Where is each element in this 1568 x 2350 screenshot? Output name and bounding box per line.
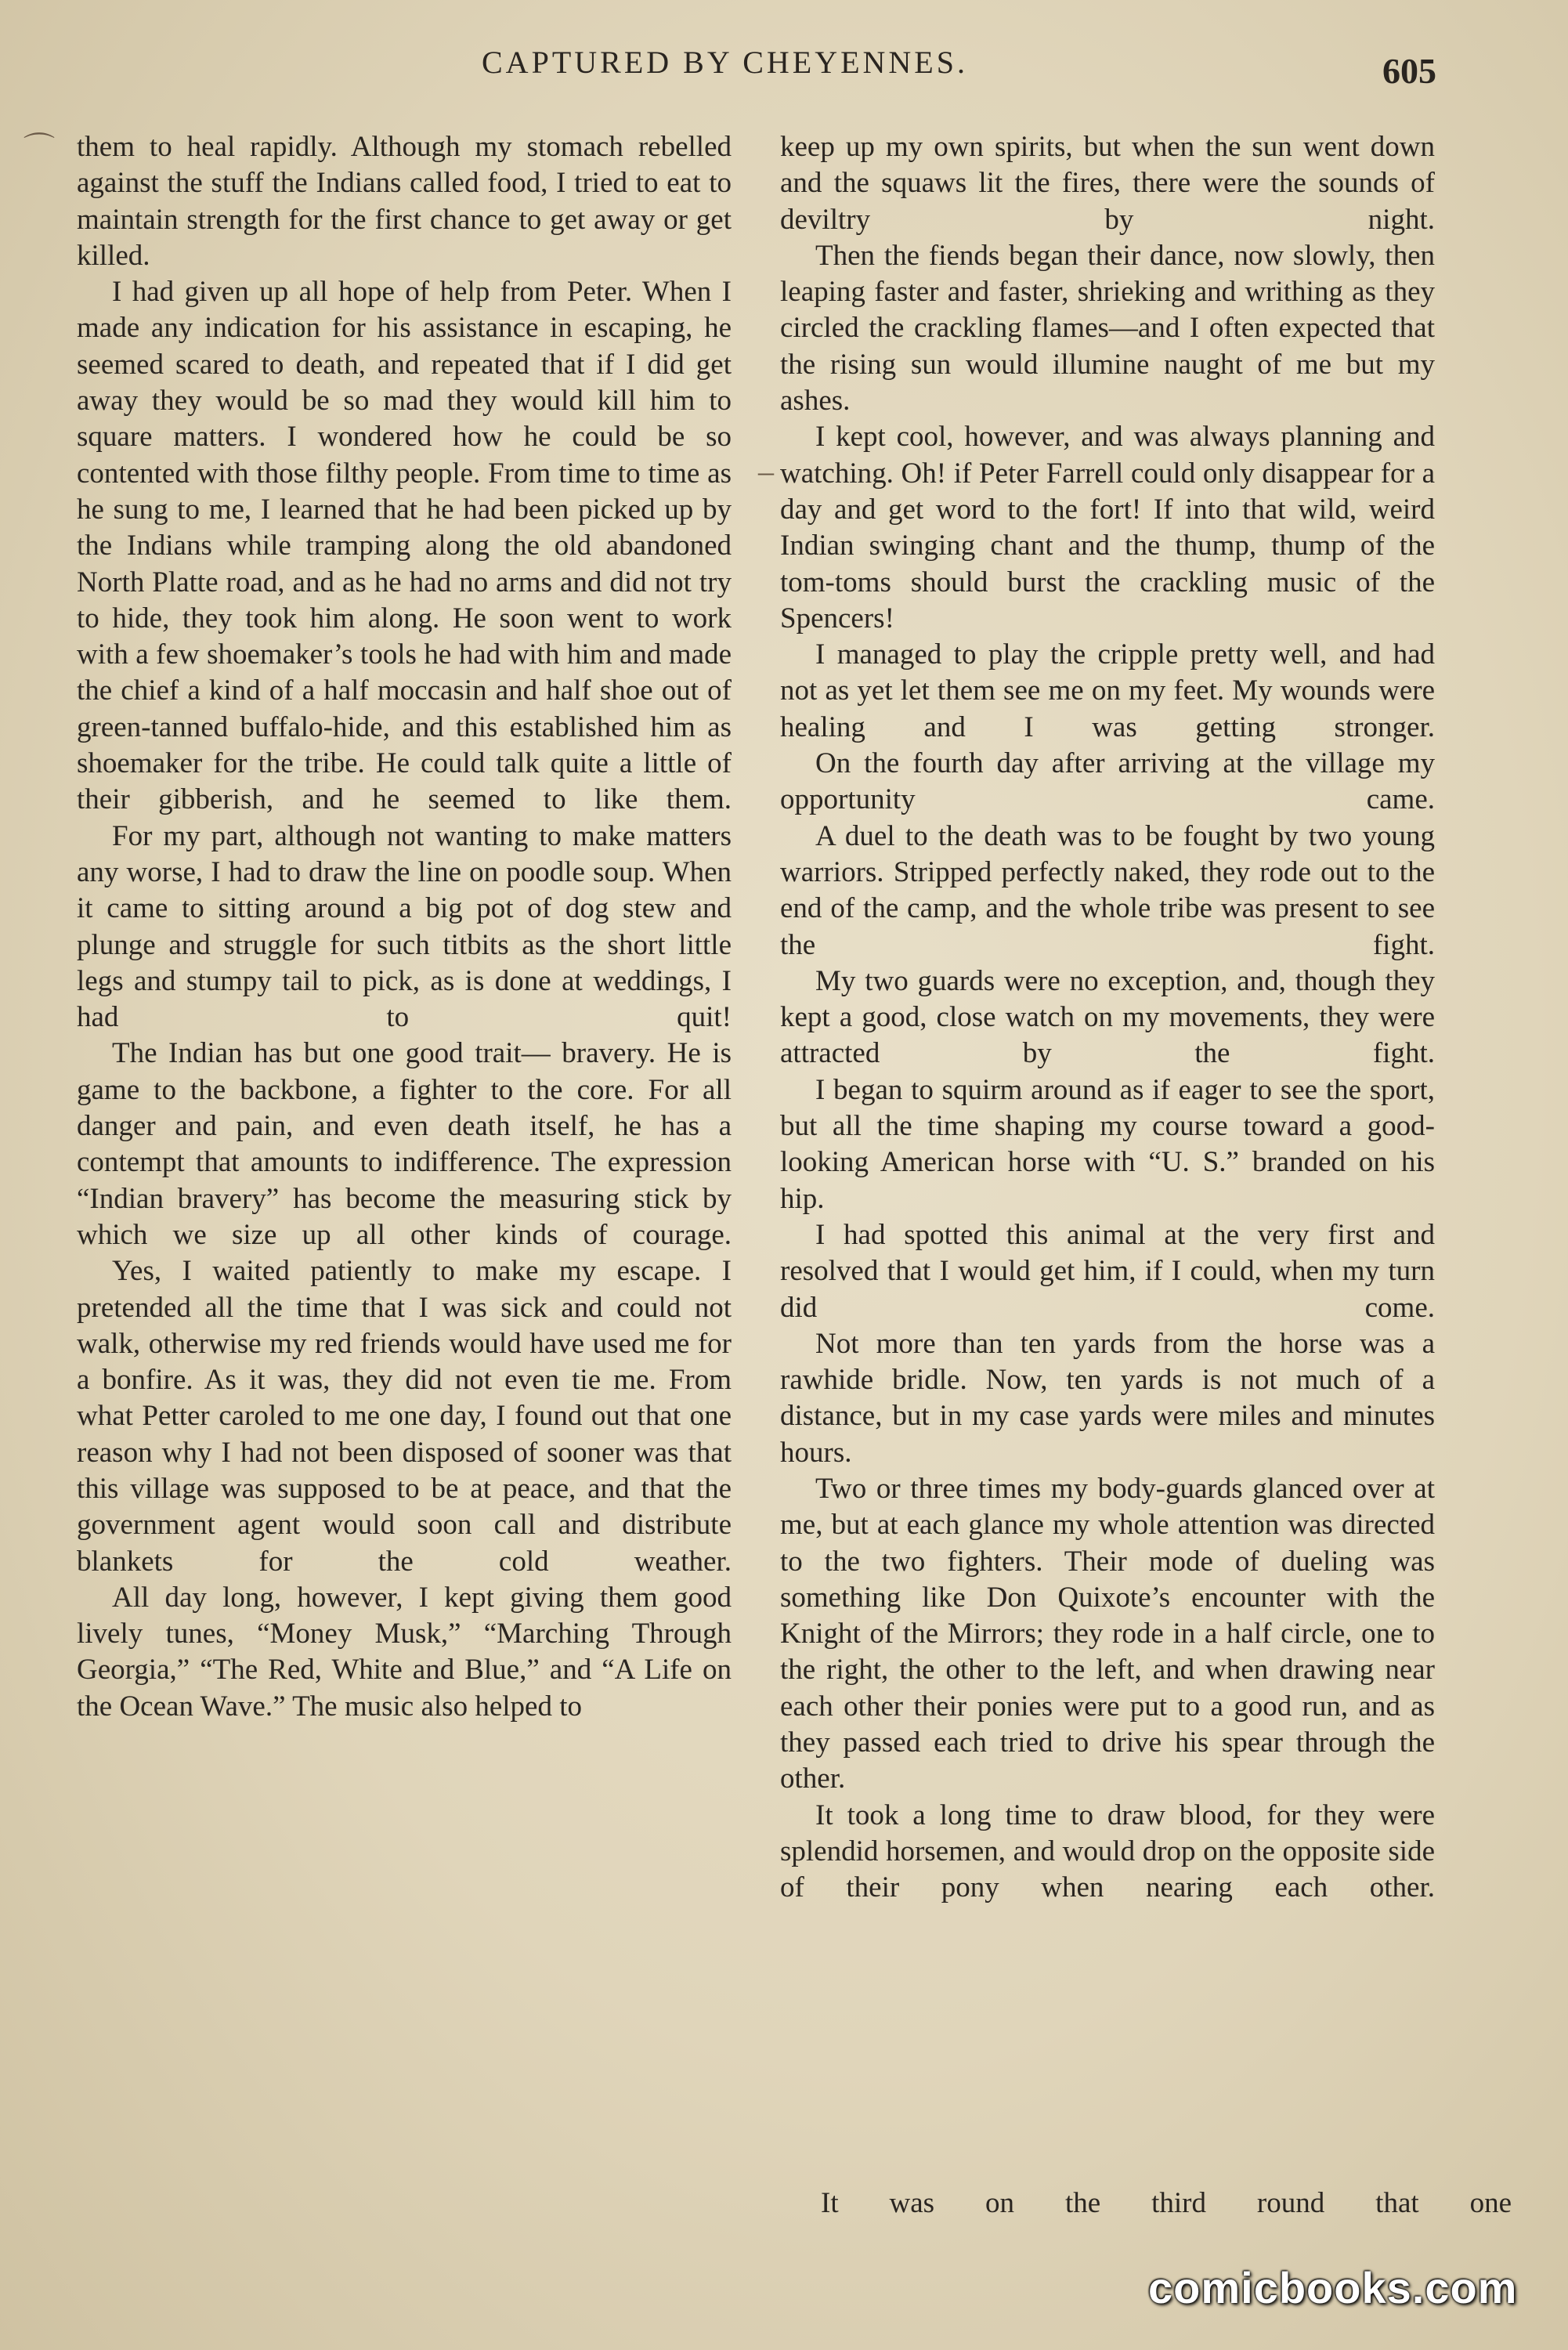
paragraph: My two guards were no exception, and, though they kept a good, close watch on my movements, they were attracted by the fight. xyxy=(780,964,1435,1070)
paragraph: I kept cool, however, and was always planning and watching. Oh! if Peter Farrell could only disappear for a day and get word to the fort! If into that wild, weird Indian swinging chant and the thump, thump of the tom-toms should burst the crackling music of the Spencers! xyxy=(780,421,1435,634)
paragraph: I began to squirm around as if eager to see the sport, but all the time shaping my course toward a good-looking American horse with “U. S.” branded on his hip. xyxy=(780,1073,1435,1215)
running-head: CAPTURED BY CHEYENNES. xyxy=(482,45,968,80)
paragraph: Then the fiends began their dance, now slowly, then leaping faster and faster, shrieking and writhing as they circled the crackling flames—and I often expected that the rising sun would illumine naught of me but my ashes. xyxy=(780,239,1435,418)
left-column xyxy=(77,129,732,1725)
paragraph: I managed to play the cripple pretty well, and had not as yet let them see me on my feet. My wounds were healing and I was getting stronger. xyxy=(780,638,1435,743)
paragraph: keep up my own spirits, but when the sun went down and the squaws lit the fires, there were the sounds of deviltry by night. xyxy=(780,131,1435,236)
continued-line: It was on the third round that one xyxy=(821,2187,1512,2219)
page-number: 605 xyxy=(1382,51,1436,91)
paragraph: Not more than ten yards from the horse was a rawhide bridle. Now, ten yards is not much of a distance, but in my case yards were miles and minutes hours. xyxy=(780,1327,1435,1469)
paragraph: It took a long time to draw blood, for they were splendid horsemen, and would drop on the opposite side of their pony when nearing each other. xyxy=(780,1799,1435,1904)
pencil-mark-icon: ⌒ xyxy=(23,131,55,166)
paragraph: Two or three times my body-guards glanced over at me, but at each glance my whole attention was directed to the two fighters. Their mode of dueling was something like Don Quixote’s encounter with the Knight of the Mirrors; they rode in a half circle, one to the right, the other to the left, and when drawing near each other their ponies were put to a good run, and as they passed each tried to drive his spear through the other. xyxy=(780,1472,1435,1795)
paragraph: I had spotted this animal at the very first and resolved that I would get him, if I could, when my turn did come. xyxy=(780,1218,1435,1324)
page-header xyxy=(0,39,1568,102)
right-column xyxy=(780,129,1435,1907)
paragraph: A duel to the death was to be fought by two young warriors. Stripped perfectly naked, they rode out to the end of the camp, and the whole tribe was present to see the fight. xyxy=(780,819,1435,961)
paragraph: I had given up all hope of help from Peter. When I made any indication for his assistance in escaping, he seemed scared to death, and repeated that if I did get away they would be so mad they would kill him to square matters. I wondered how he could be so contented with those filthy people. From time to time as he sung to me, I learned that he had been picked up by the Indians while tramping along the old abandoned North Platte road, and as he had no arms and did not try to hide, they took him along. He soon went to work with a few shoemaker’s tools he had with him and made the chief a kind of a half moccasin and half shoe out of green-tanned buffalo-hide, and this established him as shoemaker for the tribe. He could talk quite a little of their gibberish, and he seemed to like them. xyxy=(77,276,732,816)
paragraph: All day long, however, I kept giving them good lively tunes, “Money Musk,” “Marching Through Georgia,” “The Red, White and Blue,” and “A Life on the Ocean Wave.” The music also helped to xyxy=(77,1581,732,1723)
paragraph: Yes, I waited patiently to make my escape. I pretended all the time that I was sick and could not walk, otherwise my red friends would have used me for a bonfire. As it was, they did not even tie me. From what Petter caroled to me one day, I found out that one reason why I had not been disposed of sooner was that this village was supposed to be at peace, and that the government agent would soon call and distribute blankets for the cold weather. xyxy=(77,1255,732,1578)
paragraph: On the fourth day after arriving at the village my opportunity came. xyxy=(780,747,1435,816)
watermark-logo: comicbooks.com xyxy=(1148,2263,1518,2312)
paragraph: them to heal rapidly. Although my stomach rebelled against the stuff the Indians called food, I tried to eat to maintain strength for the first chance to get away or get killed. xyxy=(77,131,732,272)
paragraph: For my part, although not wanting to make matters any worse, I had to draw the line on poodle soup. When it came to sitting around a big pot of dog stew and plunge and struggle for such titbits as the short little legs and stumpy tail to pick, as is done at weddings, I had to quit! xyxy=(77,819,732,1034)
pencil-dash-icon: – xyxy=(758,454,774,489)
paragraph: The Indian has but one good trait— bravery. He is game to the backbone, a fighter to the core. For all danger and pain, and even death itself, he has a contempt that amounts to indifference. The expression “Indian bravery” has become the measuring stick by which we size up all other kinds of courage. xyxy=(77,1037,732,1251)
